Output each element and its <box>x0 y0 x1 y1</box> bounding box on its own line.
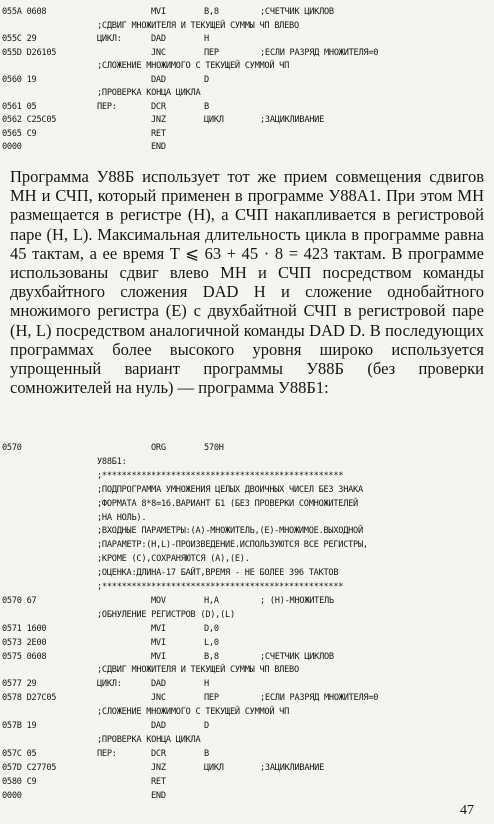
code-operand: 570H <box>204 443 224 453</box>
code-mnemonic: MVI <box>151 7 166 17</box>
code-comment: ;ЗАЦИКЛИВАНИЕ <box>260 115 325 125</box>
code-operand: B <box>204 748 209 759</box>
code-operand: L,0 <box>204 637 219 648</box>
code-comment-line: ;СДВИГ МНОЖИТЕЛЯ И ТЕКУЩЕЙ СУММЫ ЧП ВЛЕВО <box>97 20 299 31</box>
code-comment: ;ЕСЛИ РАЗРЯД МНОЖИТЕЛЯ=0 <box>260 47 379 58</box>
code-comment-line: ;ОЦЕНКА:ДЛИНА-17 БАЙТ,ВРЕМЯ - НЕ БОЛЕЕ 396 ТАКТОВ <box>97 568 339 579</box>
code-address: 055D D26105 <box>2 47 57 58</box>
code-operand: B <box>204 101 209 112</box>
code-address: 0000 <box>2 790 22 801</box>
code-comment: ;ЗАЦИКЛИВАНИЕ <box>260 762 325 773</box>
code-mnemonic: ORG <box>151 443 166 453</box>
code-address: 0577 29 <box>2 679 37 690</box>
code-address: 0561 05 <box>2 101 37 112</box>
code-mnemonic: DAD <box>151 34 166 44</box>
code-address: 0000 <box>2 142 22 152</box>
code-mnemonic: JNZ <box>151 762 166 773</box>
code-mnemonic: JNZ <box>151 115 166 125</box>
code-operand: B,8 <box>204 7 219 17</box>
code-mnemonic: DCR <box>151 748 166 759</box>
code-mnemonic: RET <box>151 776 166 787</box>
code-operand: ПЕР <box>204 693 219 704</box>
code-address: 0570 <box>2 443 22 453</box>
code-operand: D <box>204 721 209 731</box>
code-comment: ;ЕСЛИ РАЗРЯД МНОЖИТЕЛЯ=0 <box>260 693 379 704</box>
code-address: 0573 2E00 <box>2 637 47 648</box>
code-address: 0560 19 <box>2 74 37 85</box>
code-address: 0570 67 <box>2 595 37 606</box>
code-operand: H <box>204 34 209 44</box>
code-address: 0580 C9 <box>2 776 37 787</box>
code-comment-line: ;СЛОЖЕНИЕ МНОЖИМОГО С ТЕКУЩЕЙ СУММОЙ ЧП <box>97 707 290 718</box>
code-mnemonic: DAD <box>151 74 166 85</box>
code-mnemonic: MVI <box>151 623 166 634</box>
code-comment: ;СЧЕТЧИК ЦИКЛОВ <box>260 651 334 662</box>
code-mnemonic: DAD <box>151 721 166 731</box>
code-operand: D <box>204 74 209 85</box>
code-address: 057D C27705 <box>2 762 57 773</box>
code-operand: B,8 <box>204 651 219 662</box>
code-label: ЦИКЛ: <box>97 679 122 690</box>
code-comment-line: ;ОБНУЛЕНИЕ РЕГИСТРОВ (D),(L) <box>97 609 235 620</box>
code-mnemonic: END <box>151 790 166 801</box>
code-operand: H <box>204 679 209 690</box>
code-comment-line: ;КРОМЕ (С),СОХРАНЯЮТСЯ (А),(Е). <box>97 554 250 565</box>
code-address: 055C 29 <box>2 34 37 44</box>
code-comment-line: ;ПОДПРОГРАММА УМНОЖЕНИЯ ЦЕЛЫХ ДВОИЧНЫХ ЧИСЕЛ БЕЗ ЗНАКА <box>97 484 363 495</box>
code-comment-line: ;СЛОЖЕНИЕ МНОЖИМОГО С ТЕКУЩЕЙ СУММОЙ ЧП <box>97 61 290 71</box>
code-operand: ЦИКЛ <box>204 115 224 125</box>
code-comment-line: ;************************************************* <box>97 470 344 481</box>
code-address: 0565 C9 <box>2 128 37 139</box>
code-address: 057B 19 <box>2 721 37 731</box>
code-comment-line: ;ПРОВЕРКА КОНЦА ЦИКЛА <box>97 734 201 745</box>
code-mnemonic: RET <box>151 128 166 139</box>
code-comment-line: У88Б1: <box>97 456 127 467</box>
code-address: 0578 D27C05 <box>2 693 57 704</box>
code-address: 057C 05 <box>2 748 37 759</box>
code-mnemonic: MOV <box>151 595 166 606</box>
code-comment-line: ;ФОРМАТА 8*8=16.ВАРИАНТ Б1 (БЕЗ ПРОВЕРКИ СОМНОЖИТЕЛЕЙ <box>97 498 358 509</box>
code-comment-line: ;ПАРАМЕТР:(H,L)-ПРОИЗВЕДЕНИЕ.ИСПОЛЬЗУЮТСЯ ВСЕ РЕГИСТРЫ, <box>97 540 368 551</box>
page-number: 47 <box>460 803 474 818</box>
code-comment-line: ;************************************************* <box>97 582 344 592</box>
code-mnemonic: JNC <box>151 693 166 704</box>
code-address: 055A 0608 <box>2 7 47 17</box>
code-label: ЦИКЛ: <box>97 34 122 44</box>
code-label: ПЕР: <box>97 101 117 112</box>
code-mnemonic: MVI <box>151 637 166 648</box>
code-comment-line: ;ПРОВЕРКА КОНЦА ЦИКЛА <box>97 88 201 98</box>
code-comment: ;СЧЕТЧИК ЦИКЛОВ <box>260 7 334 17</box>
code-comment-line: ;НА НОЛЬ). <box>97 512 147 523</box>
code-operand: ЦИКЛ <box>204 762 224 773</box>
code-mnemonic: JNC <box>151 47 166 58</box>
code-label: ПЕР: <box>97 748 117 759</box>
code-mnemonic: DCR <box>151 101 166 112</box>
code-mnemonic: DAD <box>151 679 166 690</box>
code-address: 0571 1600 <box>2 623 47 634</box>
code-operand: ПЕР <box>204 47 219 58</box>
code-address: 0562 C25C05 <box>2 115 57 125</box>
code-comment: ; (H)-МНОЖИТЕЛЬ <box>260 595 334 606</box>
code-operand: D,0 <box>204 623 219 634</box>
code-comment-line: ;СДВИГ МНОЖИТЕЛЯ И ТЕКУЩЕЙ СУММЫ ЧП ВЛЕВО <box>97 665 299 676</box>
body-paragraph: Программа У88Б использует тот же прием совмещения сдвигов МН и СЧП, который применен в программе У88А1. При этом МН размещается в регистре (H), а СЧП накапливается в регистровой паре (H, L). Максимальная длительность цикла в программе равна 45 тактам, а ее время T ⩽ 63 + 45 · 8 = 423 тактам. В программе использованы сдвиг влево МН и СЧП посредством команды двухбайтного сложения DAD H и сложение однобайтного множимого регистра (E) с двухбайтной СЧП в регистровой паре (H, L) посредством аналогичной команды DAD D. В последующих программах более высокого уровня широко используется упрощенный вариант программы У88Б (без проверки сомножителей на нуль) — программа У88Б1: <box>10 167 484 398</box>
code-address: 0575 0608 <box>2 651 47 662</box>
code-mnemonic: MVI <box>151 651 166 662</box>
code-comment-line: ;ВХОДНЫЕ ПАРАМЕТРЫ:(А)-МНОЖИТЕЛЬ,(Е)-МНОЖИМОЕ.ВЫХОДНОЙ <box>97 526 363 537</box>
code-operand: H,A <box>204 595 219 606</box>
code-mnemonic: END <box>151 142 166 152</box>
